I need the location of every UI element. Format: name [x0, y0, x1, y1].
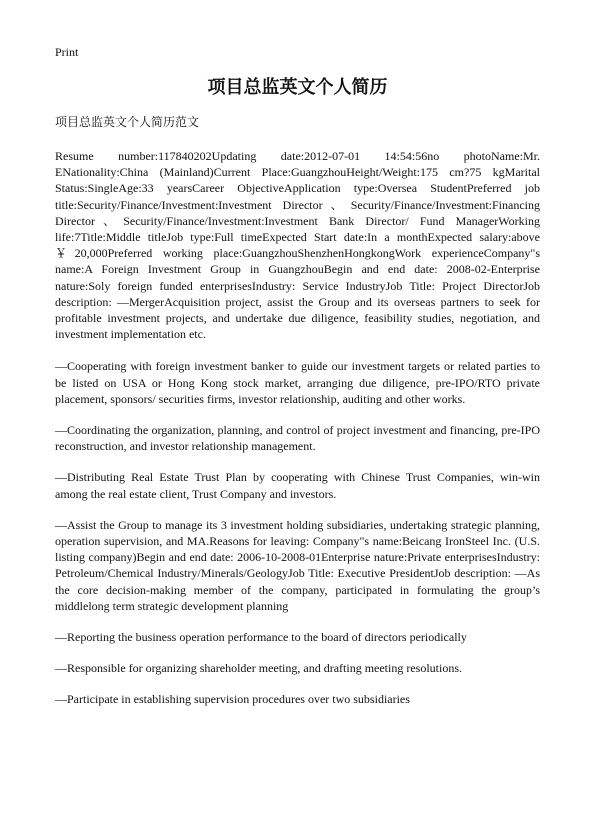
resume-paragraph: —Assist the Group to manage its 3 investment holding subsidiaries, undertaking strategic planning, operation supervision, and MA.Reasons for leaving: Company"s name:Beicang IronSteel Inc. (U.S. listing company)Begin and end date: 2006-10-2008-01Enterprise nature:Private enterprisesIndustry: Petroleum/Chemical Industry/Minerals/GeologyJob Title: Executive PresidentJob description: —As the core decision-making member of the company, participated in formulating the group’s middlelong term strategic development planning [55, 517, 540, 613]
page-title: 项目总监英文个人简历 [207, 77, 388, 98]
resume-paragraph: —Distributing Real Estate Trust Plan by cooperating with Chinese Trust Companies, win-win among the real estate client, Trust Company and investors. [55, 470, 540, 501]
print-link[interactable]: Print [55, 45, 79, 59]
resume-paragraph: —Cooperating with foreign investment banker to guide our investment targets or related parties to be listed on USA or Hong Kong stock market, arranging due diligence, pre-IPO/RTO private placement, sponsors/ securities firms, investor relationship, auditing and other works. [55, 359, 540, 406]
resume-paragraph: —Reporting the business operation performance to the board of directors periodically [55, 630, 467, 645]
resume-paragraph: Resume number:117840202Updating date:2012-07-01 14:54:56no photoName:Mr. ENationality:China (Mainland)Current Place:GuangzhouHeight/Weight:175 cm?75 kgMarital Status:SingleAge:33 yearsCareer ObjectiveApplication type:Oversea StudentPreferred job title:Security/Finance/Investment:Investment Director、Security/Finance/Investment:Financing Director、Security/Finance/Investment:Investment Bank Director/ Fund ManagerWorking life:7Title:Middle titleJob type:Full timeExpected Start date:In a monthExpected salary:above ￥20,000Preferred working place:GuangzhouShenzhenHongkongWork experienceCompany"s name:A Foreign Investment Group in GuangzhouBegin and end date: 2008-02-Enterprise nature:Soly foreign funded enterprisesIndustry: Service IndustryJob Title: Project DirectorJob description: —MergerAcquisition project, assist the Group and its overseas partners to seek for profitable investment projects, and undertake due diligence, feasibility studies, negotiation, and investment implementation etc. [55, 149, 540, 342]
resume-paragraph: —Responsible for organizing shareholder meeting, and drafting meeting resolutions. [55, 661, 463, 676]
document-page [55, 44, 540, 723]
resume-paragraph: —Coordinating the organization, planning, and control of project investment and financing, pre-IPO reconstruction, and investor relationship management. [55, 423, 540, 454]
document-subtitle: 项目总监英文个人简历范文 [55, 115, 200, 129]
resume-paragraph: —Participate in establishing supervision procedures over two subsidiaries [55, 692, 410, 707]
